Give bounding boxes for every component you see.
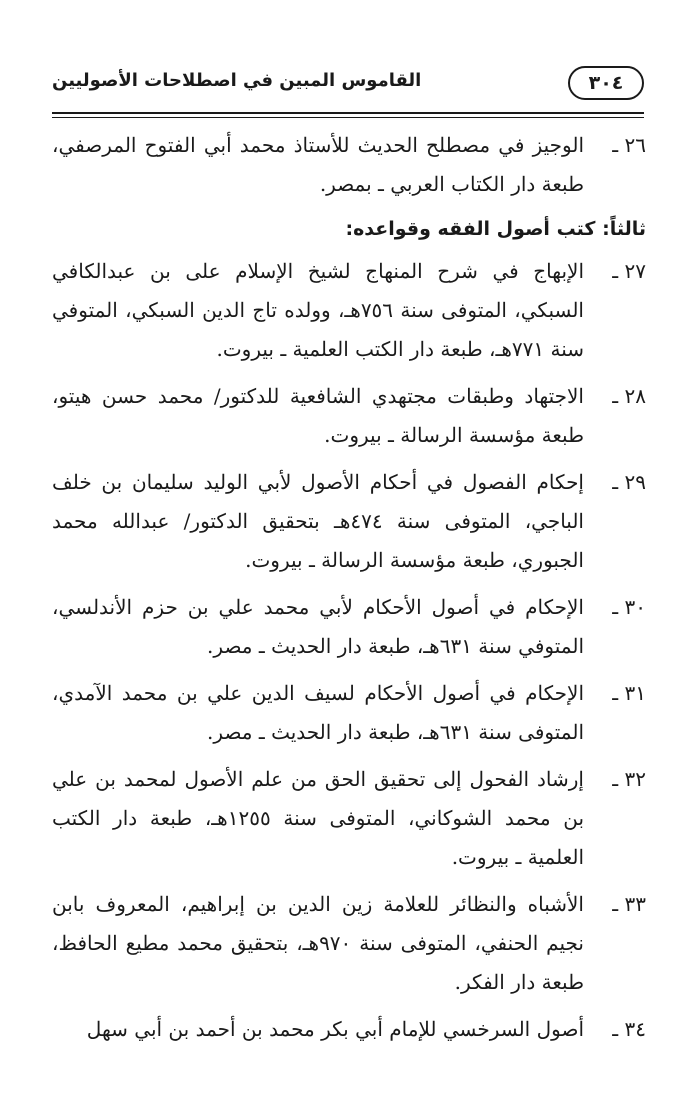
entry-number: ٢٧ ـ bbox=[612, 259, 646, 283]
list-item bbox=[52, 463, 646, 580]
entry-text: أصول السرخسي للإمام أبي بكر محمد بن أحمد بن أبي سهل bbox=[86, 1017, 584, 1041]
entry-number: ٢٦ ـ bbox=[612, 133, 646, 157]
list-item bbox=[52, 885, 646, 1002]
section-heading: ثالثاً: كتب أصول الفقه وقواعده: bbox=[345, 218, 646, 240]
entry-text: الإحكام في أصول الأحكام لأبي محمد علي بن حزم الأندلسي، المتوفي سنة ٦٣١هـ، طبعة دار الحديث ـ مصر. bbox=[52, 595, 584, 658]
page-number: ٣٠٤ bbox=[568, 66, 644, 100]
list-item bbox=[52, 126, 646, 204]
entry-text: الإبهاج في شرح المنهاج لشيخ الإسلام على بن عبدالكافي السبكي، المتوفى سنة ٧٥٦هـ، وولده تاج الدين السبكي، المتوفي سنة ٧٧١هـ، طبعة دار الكتب العلمية ـ بيروت. bbox=[52, 259, 584, 361]
entry-number: ٣٤ ـ bbox=[612, 1017, 646, 1041]
list-item bbox=[52, 760, 646, 877]
header-rule-thick bbox=[52, 112, 644, 114]
entry-text: الاجتهاد وطبقات مجتهدي الشافعية للدكتور/ محمد حسن هيتو، طبعة مؤسسة الرسالة ـ بيروت. bbox=[52, 384, 584, 447]
entry-text: الأشباه والنظائر للعلامة زين الدين بن إبراهيم، المعروف بابن نجيم الحنفي، المتوفى سنة ٩٧٠هـ، بتحقيق محمد مطيع الحافظ، طبعة دار الفكر. bbox=[52, 892, 584, 994]
entry-number: ٣٣ ـ bbox=[612, 892, 646, 916]
entry-text: إرشاد الفحول إلى تحقيق الحق من علم الأصول لمحمد بن علي بن محمد الشوكاني، المتوفى سنة ١٢٥٥هـ، طبعة دار الكتب العلمية ـ بيروت. bbox=[52, 767, 585, 869]
entry-number: ٢٩ ـ bbox=[612, 470, 646, 494]
bibliography-list bbox=[52, 126, 646, 1049]
header-rule-thin bbox=[52, 117, 644, 118]
entry-number: ٣١ ـ bbox=[612, 681, 646, 705]
entry-text: الوجيز في مصطلح الحديث للأستاذ محمد أبي الفتوح المرصفي، طبعة دار الكتاب العربي ـ بمصر. bbox=[52, 133, 584, 196]
list-item bbox=[52, 1010, 646, 1049]
list-item bbox=[52, 674, 646, 752]
entry-number: ٢٨ ـ bbox=[612, 384, 646, 408]
running-title: القاموس المبين في اصطلاحات الأصوليين bbox=[52, 70, 422, 91]
list-item bbox=[52, 588, 646, 666]
list-item bbox=[52, 252, 646, 369]
entry-number: ٣٠ ـ bbox=[612, 595, 646, 619]
entry-text: الإحكام في أصول الأحكام لسيف الدين علي بن محمد الآمدي، المتوفى سنة ٦٣١هـ، طبعة دار الحديث ـ مصر. bbox=[52, 681, 584, 744]
page-header bbox=[52, 64, 644, 108]
list-item bbox=[52, 377, 646, 455]
entry-text: إحكام الفصول في أحكام الأصول لأبي الوليد سليمان بن خلف الباجي، المتوفى سنة ٤٧٤هـ بتحقيق الدكتور/ عبدالله محمد الجبوري، طبعة مؤسسة الرسالة ـ بيروت. bbox=[52, 470, 584, 572]
entry-number: ٣٢ ـ bbox=[612, 767, 646, 791]
